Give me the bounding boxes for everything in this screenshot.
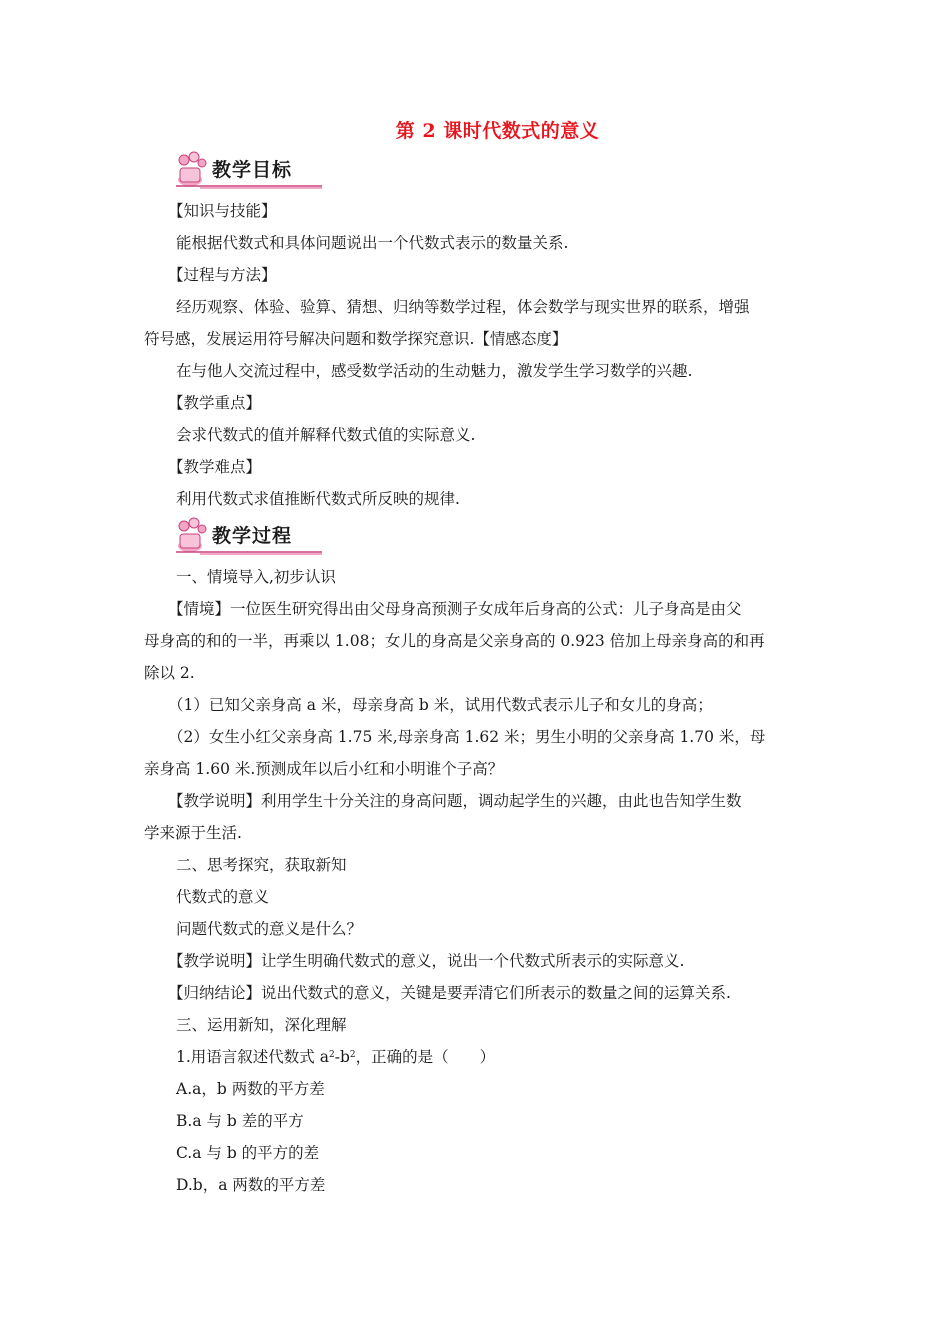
option-a: A.a，b 两数的平方差 <box>176 1080 325 1098</box>
exercise-1-question <box>176 1046 495 1068</box>
option-c: C.a 与 b 的平方的差 <box>176 1144 320 1162</box>
conclusion-text: 【归纳结论】说出代数式的意义，关键是要弄清它们所表示的数量之间的运算关系. <box>168 984 731 1002</box>
exercise-1-suffix: ，正确的是（ ） <box>355 1048 496 1066</box>
difficulty-heading: 【教学难点】 <box>168 458 262 476</box>
meaning-heading: 代数式的意义 <box>176 888 270 906</box>
exponent-a: 2 <box>328 1050 335 1060</box>
section-3-heading: 三、运用新知，深化理解 <box>176 1016 347 1034</box>
section-1-heading: 一、情境导入,初步认识 <box>176 568 336 586</box>
process-text-2: 符号感，发展运用符号解决问题和数学探究意识.【情感态度】 <box>144 330 568 348</box>
process-heading: 【过程与方法】 <box>168 266 277 284</box>
page-title: 第 2 课时代数式的意义 <box>395 120 600 142</box>
banner-goals-label: 教学目标 <box>212 159 293 181</box>
key-text: 会求代数式的值并解释代数式值的实际意义. <box>176 426 476 444</box>
section-2-heading: 二、思考探究，获取新知 <box>176 856 347 874</box>
banner-process-label: 教学过程 <box>212 525 293 547</box>
section-banner-goals <box>172 150 322 190</box>
exponent-b: 2 <box>349 1050 356 1060</box>
exercise-1-mid: -b <box>334 1048 350 1066</box>
teaching-note-1-line-2: 学来源于生活. <box>144 824 242 842</box>
key-heading: 【教学重点】 <box>168 394 262 412</box>
scenario-text-3: 除以 2. <box>144 664 195 682</box>
option-d: D.b，a 两数的平方差 <box>176 1176 326 1194</box>
attitude-text: 在与他人交流过程中，感受数学活动的生动魅力，激发学生学习数学的兴趣. <box>176 362 693 380</box>
teaching-note-2: 【教学说明】让学生明确代数式的意义，说出一个代数式所表示的实际意义. <box>168 952 685 970</box>
option-b: B.a 与 b 差的平方 <box>176 1112 304 1130</box>
knowledge-text: 能根据代数式和具体问题说出一个代数式表示的数量关系. <box>176 234 569 252</box>
section-banner-process <box>172 516 322 556</box>
process-text-1: 经历观察、体验、验算、猜想、归纳等数学过程，体会数学与现实世界的联系，增强 <box>176 298 750 316</box>
scenario-text-2: 母身高的和的一半，再乘以 1.08；女儿的身高是父亲身高的 0.923 倍加上母亲身高的和再 <box>144 632 765 650</box>
difficulty-text: 利用代数式求值推断代数式所反映的规律. <box>176 490 460 508</box>
knowledge-heading: 【知识与技能】 <box>168 202 277 220</box>
question-2-line-1: （2）女生小红父亲身高 1.75 米,母亲身高 1.62 米；男生小明的父亲身高 1.70 米，母 <box>168 728 766 746</box>
teaching-note-1-line-1: 【教学说明】利用学生十分关注的身高问题，调动起学生的兴趣，由此也告知学生数 <box>168 792 742 810</box>
scenario-text-1: 【情境】一位医生研究得出由父母身高预测子女成年后身高的公式：儿子身高是由父 <box>168 600 742 618</box>
question-2-line-2: 亲身高 1.60 米.预测成年以后小红和小明谁个子高？ <box>144 760 504 778</box>
question-1: （1）已知父亲身高 a 米，母亲身高 b 米，试用代数式表示儿子和女儿的身高； <box>168 696 713 714</box>
exercise-1-prefix: 1.用语言叙述代数式 a <box>176 1048 329 1066</box>
meaning-question: 问题代数式的意义是什么？ <box>176 920 363 938</box>
